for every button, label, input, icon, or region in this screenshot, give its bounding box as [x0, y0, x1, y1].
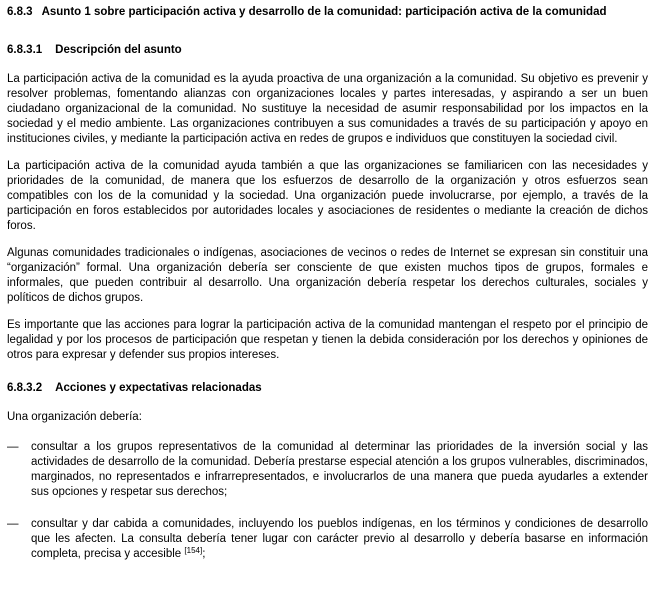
- subsection-actions-number: 6.8.3.2: [7, 382, 43, 394]
- section-title: Asunto 1 sobre participación activa y desarrollo de la comunidad: participación activa de la comunidad: [41, 6, 607, 18]
- bullet-text-tail: ;: [202, 548, 206, 560]
- section-number: 6.8.3: [7, 6, 33, 18]
- subsection-description-number: 6.8.3.1: [7, 44, 43, 56]
- bullet-text-body: consultar y dar cabida a comunidades, incluyendo los pueblos indígenas, en los términos y condiciones de desarrollo que les afecten. La consulta debería tener lugar con carácter previo al desarrollo y debería basarse en información completa, precisa y accesible: [31, 518, 648, 560]
- paragraph-informal-groups: Algunas comunidades tradicionales o indígenas, asociaciones de vecinos o redes de Internet se expresan sin constituir una “organización” formal. Una organización debería ser consciente de que existen muchos tipos de grupos, formales e informales, que pueden contribuir al desarrollo. Una organización debería respetar los derechos culturales, sociales y políticos de dichos grupos.: [7, 247, 648, 304]
- bullet-dash: —: [7, 518, 19, 530]
- paragraph-legality-principle: Es importante que las acciones para lograr la participación activa de la comunidad mantengan el respeto por el principio de legalidad y por los procesos de participación que respetan y tienen la debida consideración por los derechos y opiniones de otros para expresar y defender sus propios intereses.: [7, 319, 648, 361]
- bullet-dash: —: [7, 441, 19, 453]
- actions-intro-line: Una organización debería:: [7, 411, 142, 423]
- subsection-heading-description: [7, 43, 648, 58]
- bullet-item-consult-representative-groups: [7, 440, 648, 500]
- bullet-text: [31, 517, 648, 562]
- bullet-text: consultar a los grupos representativos de la comunidad al determinar las prioridades de la inversión social y las actividades de desarrollo de la comunidad. Debería prestarse especial atención a los grupos vulnerables, discriminados, marginados, no representados e infrarrepresentados, e involucrarlos de una manera que pueda ayudarles a extender sus opciones y respetar sus derechos;: [31, 441, 648, 498]
- subsection-description-title: Descripción del asunto: [55, 44, 182, 56]
- paragraph-community-needs: La participación activa de la comunidad ayuda también a que las organizaciones se familiaricen con las necesidades y prioridades de la comunidad, de manera que los esfuerzos de desarrollo de la organización y otros esfuerzos sean compatibles con los de la comunidad y la sociedad. Una organización puede involucrarse, por ejemplo, a través de la participación en foros establecidos por autoridades locales y asociaciones de residentes o mediante la creación de dichos foros.: [7, 160, 648, 232]
- subsection-heading-actions: [7, 381, 648, 396]
- section-heading: [7, 5, 648, 20]
- paragraph-community-involvement-definition: La participación activa de la comunidad es la ayuda proactiva de una organización a la comunidad. Su objetivo es prevenir y resolver problemas, fomentando alianzas con organizaciones locales y partes interesadas, y aspirando a ser un buen ciudadano organizacional de la comunidad. No sustituye la necesidad de asumir responsabilidad por los impactos en la sociedad y el medio ambiente. Las organizaciones contribuyen a sus comunidades a través de su participación y apoyo en instituciones civiles, y mediante la participación activa en redes de grupos e individuos que constituyen la sociedad civil.: [7, 73, 648, 145]
- subsection-actions-title: Acciones y expectativas relacionadas: [55, 382, 262, 394]
- reference-154: [154]: [184, 546, 203, 555]
- bullet-item-consult-communities: [7, 517, 648, 562]
